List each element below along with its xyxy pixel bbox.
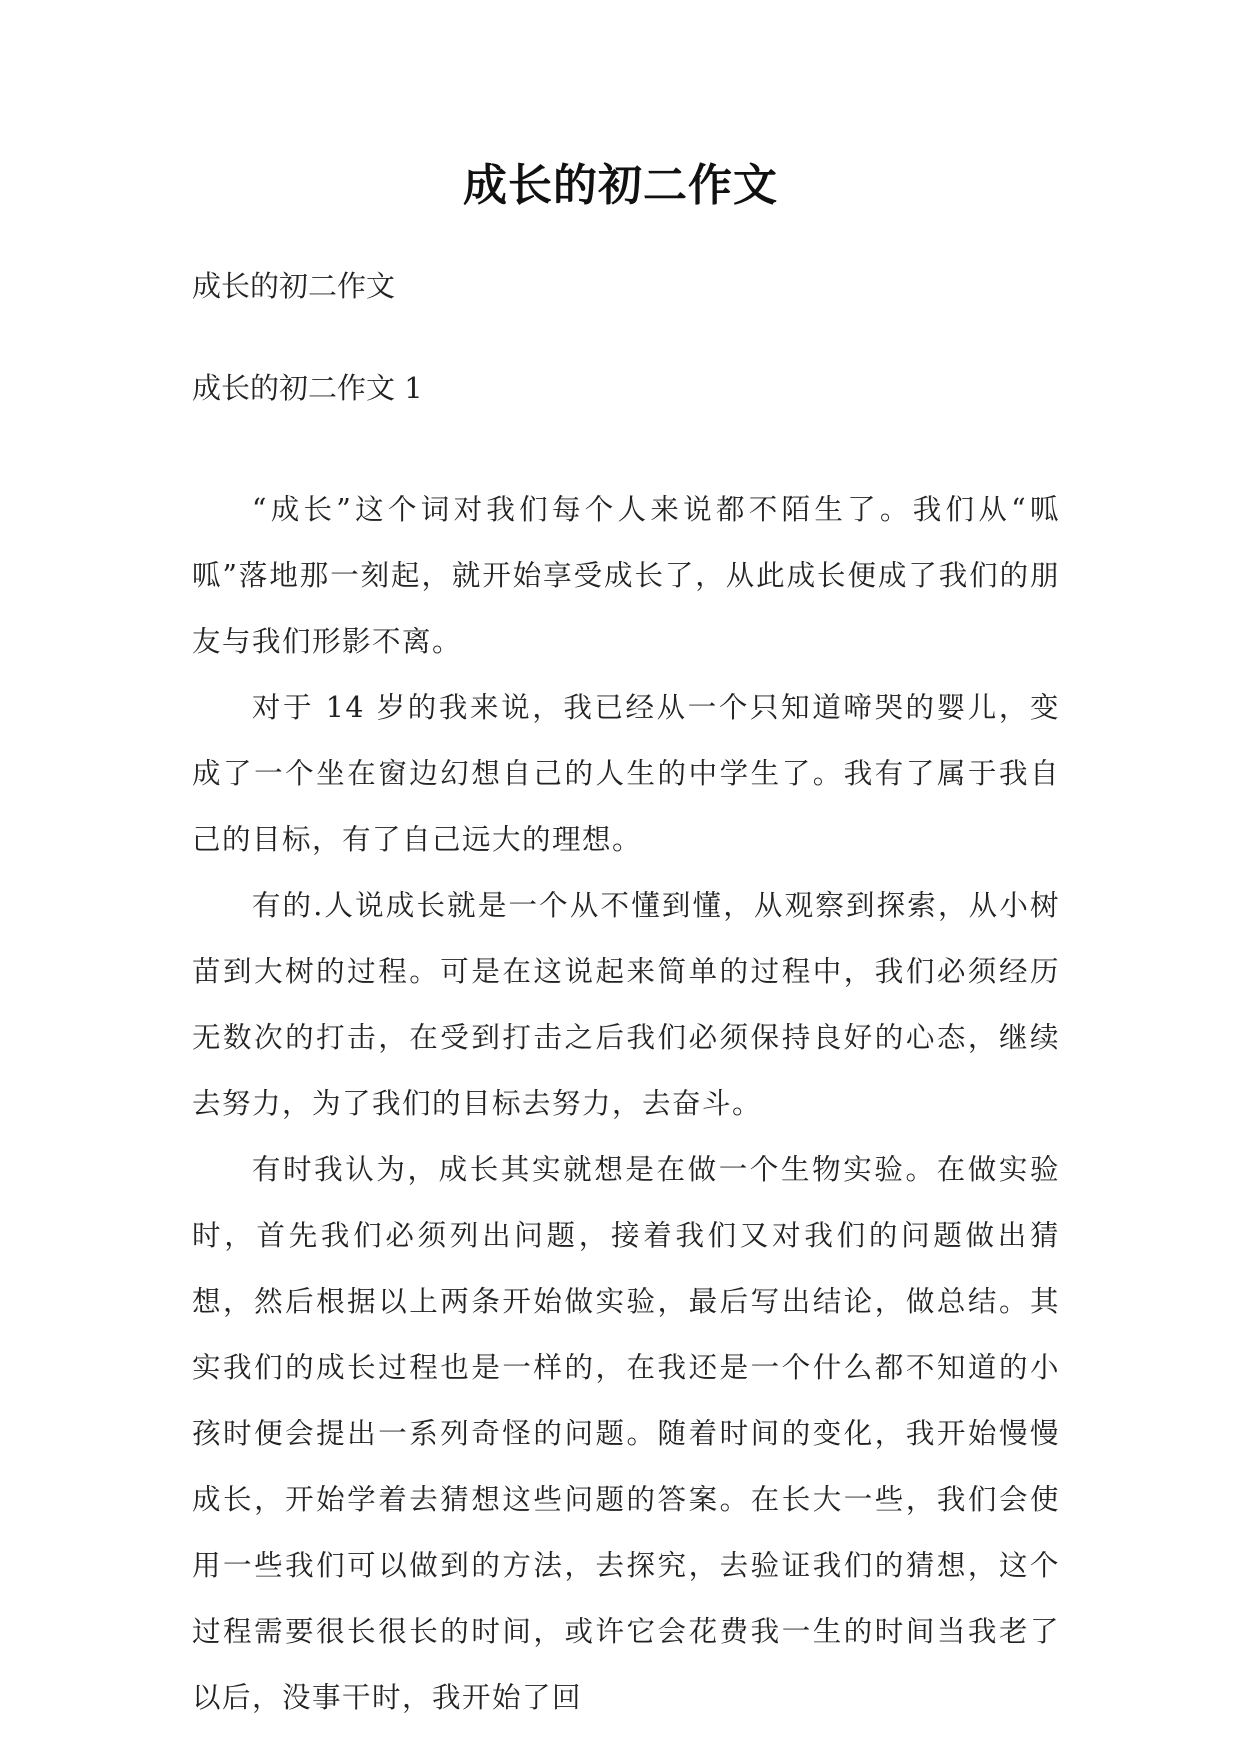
document-title: 成长的初二作文: [463, 160, 778, 211]
paragraph: 有的.人说成长就是一个从不懂到懂，从观察到探索，从小树苗到大树的过程。可是在这说起来简单的过程中，我们必须经历无数次的打击，在受到打击之后我们必须保持良好的心态，继续去努力，为了我们的目标去努力，去奋斗。: [192, 889, 1060, 1120]
paragraph: 有时我认为，成长其实就想是在做一个生物实验。在做实验时，首先我们必须列出问题，接着我们又对我们的问题做出猜想，然后根据以上两条开始做实验，最后写出结论，做总结。其实我们的成长过程也是一样的，在我还是一个什么都不知道的小孩时便会提出一系列奇怪的问题。随着时间的变化，我开始慢慢成长，开始学着去猜想这些问题的答案。在长大一些，我们会使用一些我们可以做到的方法，去探究，去验证我们的猜想，这个过程需要很长很长的时间，或许它会花费我一生的时间当我老了以后，没事干时，我开始了回: [192, 1153, 1060, 1714]
paragraph: “成长”这个词对我们每个人来说都不陌生了。我们从“呱呱”落地那一刻起，就开始享受成长了，从此成长便成了我们的朋友与我们形影不离。: [192, 493, 1060, 658]
document-subtitle: 成长的初二作文: [192, 269, 396, 303]
paragraph: 对于 14 岁的我来说，我已经从一个只知道啼哭的婴儿，变成了一个坐在窗边幻想自己的人生的中学生了。我有了属于我自己的目标，有了自己远大的理想。: [192, 691, 1060, 856]
essay-body: [192, 477, 1060, 1731]
section-heading: 成长的初二作文 1: [192, 371, 423, 405]
